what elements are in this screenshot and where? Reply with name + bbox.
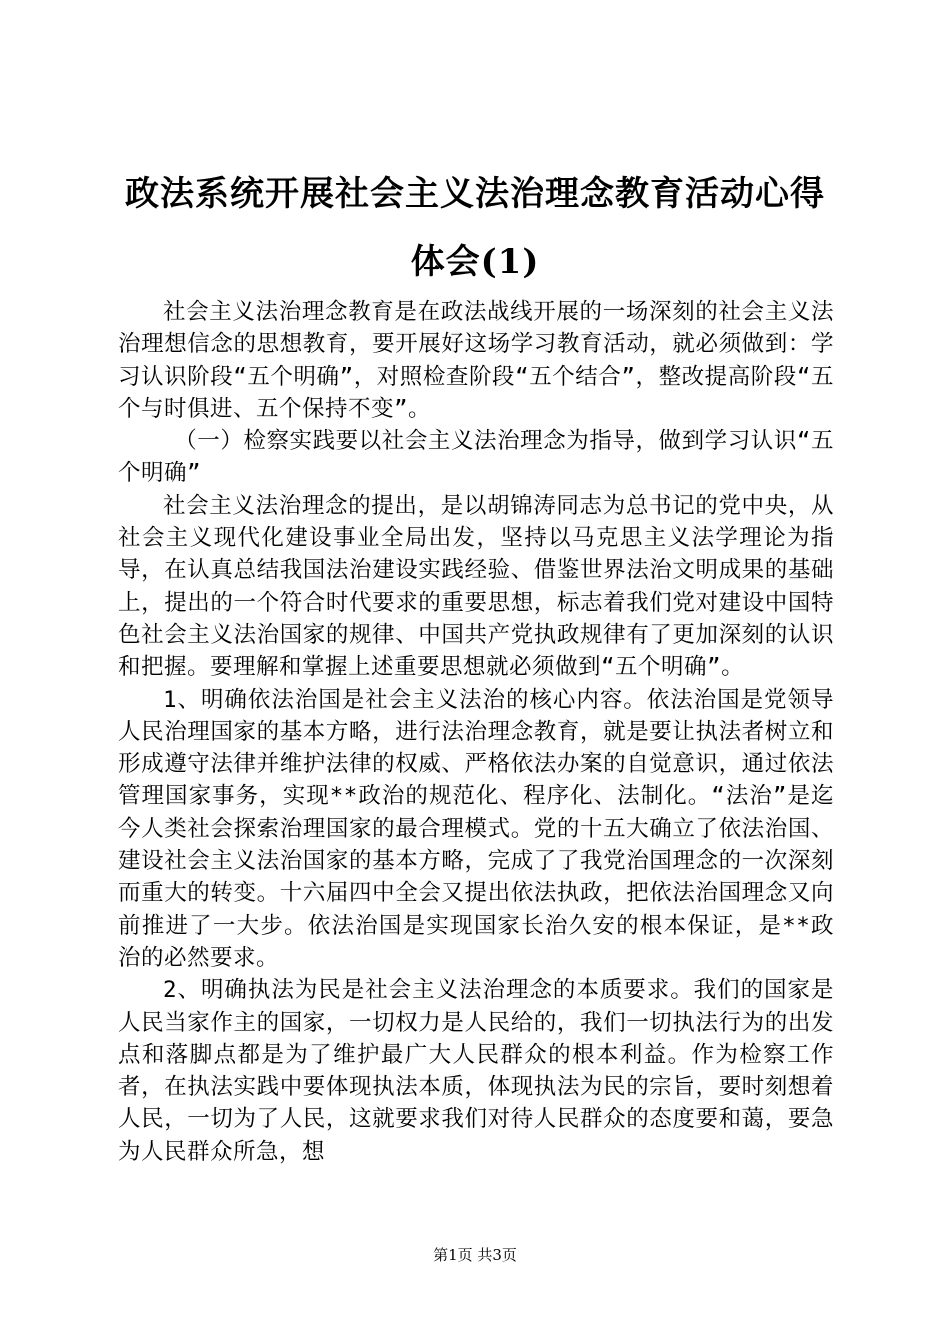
body-paragraph: 社会主义法治理念的提出，是以胡锦涛同志为总书记的党中央，从社会主义现代化建设事业全局出发，坚持以马克思主义法学理论为指导，在认真总结我国法治建设实践经验、借鉴世界法治文明成果的基础上，提出的一个符合时代要求的重要思想，标志着我们党对建设中国特色社会主义法治国家的规律、中国共产党执政规律有了更加深刻的认识和把握。要理解和掌握上述重要思想就必须做到“五个明确”。 <box>118 492 834 681</box>
point-1-paragraph: 1、明确依法治国是社会主义法治的核心内容。依法治国是党领导人民治理国家的基本方略，进行法治理念教育，就是要让执法者树立和形成遵守法律并维护法律的权威、严格依法办案的自觉意识，通过依法管理国家事务，实现**政治的规范化、程序化、法制化。“法治”是迄今人类社会探索治理国家的最合理模式。党的十五大确立了依法治国、建设社会主义法治国家的基本方略，完成了了我党治国理念的一次深刻而重大的转变。十六届四中全会又提出依法执政，把依法治国理念又向前推进了一大步。依法治国是实现国家长治久安的根本保证，是**政治的必然要求。 <box>118 686 834 971</box>
intro-paragraph: 社会主义法治理念教育是在政法战线开展的一场深刻的社会主义法治理想信念的思想教育，要开展好这场学习教育活动，就必须做到：学习认识阶段“五个明确”，对照检查阶段“五个结合”，整改提高阶段“五个与时俱进、五个保持不变”。 <box>118 299 834 422</box>
document-title: 政法系统开展社会主义法治理念教育活动心得体会(1) <box>125 174 825 282</box>
page-footer: 第1页 共3页 <box>433 1246 517 1264</box>
document-body <box>118 296 834 1168</box>
section-heading: （一）检察实践要以社会主义法治理念为指导，做到学习认识“五个明确” <box>118 428 834 487</box>
point-2-paragraph: 2、明确执法为民是社会主义法治理念的本质要求。我们的国家是人民当家作主的国家，一切权力是人民给的，我们一切执法行为的出发点和落脚点都是为了维护最广大人民群众的根本利益。作为检察工作者，在执法实践中要体现执法本质，体现执法为民的宗旨，要时刻想着人民，一切为了人民，这就要求我们对待人民群众的态度要和蔼，要急为人民群众所急，想 <box>118 977 834 1165</box>
